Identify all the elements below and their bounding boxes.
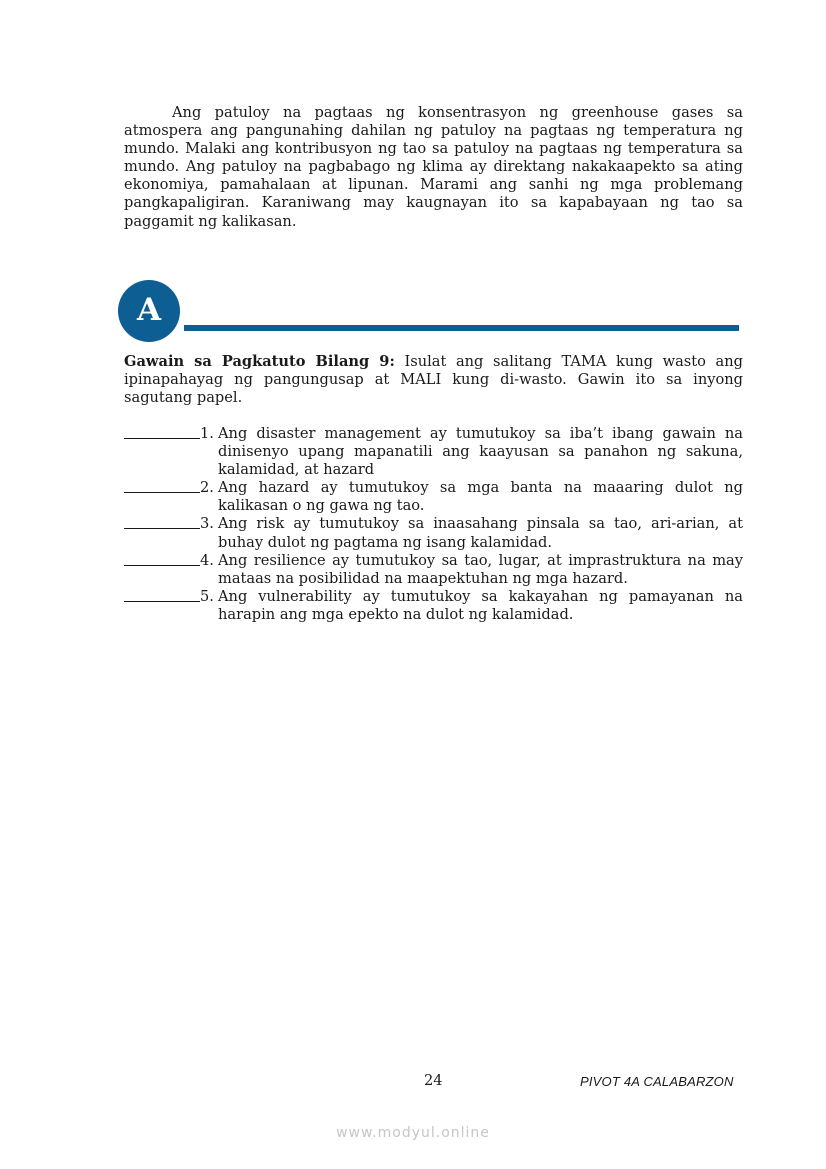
question-list xyxy=(124,425,743,624)
question-text: Ang resilience ay tumutukoy sa tao, lugar, at imprastruktura na may mataas na posibilidad na maapektuhan ng mga hazard. xyxy=(218,551,743,587)
watermark: www.modyul.online xyxy=(336,1125,490,1141)
section-divider xyxy=(184,325,739,331)
question-number: 3. xyxy=(200,515,214,533)
question-text: Ang vulnerability ay tumutukoy sa kakayahan ng pamayanan na harapin ang mga epekto na dulot ng kalamidad. xyxy=(218,587,743,623)
question-item-3 xyxy=(124,515,743,551)
footer-brand: PIVOT 4A CALABARZON xyxy=(580,1074,734,1089)
question-item-1 xyxy=(124,425,743,479)
question-text: Ang disaster management ay tumutukoy sa iba’t ibang gawain na dinisenyo upang mapanatili ang kaayusan sa panahon ng sakuna, kalamidad, at hazard xyxy=(218,425,743,479)
page-number: 24 xyxy=(424,1072,443,1089)
question-item-5 xyxy=(124,588,743,624)
question-text: Ang risk ay tumutukoy sa inaasahang pinsala sa tao, ari-arian, at buhay dulot ng pagtama ng isang kalamidad. xyxy=(218,515,743,551)
question-item-4 xyxy=(124,552,743,588)
activity-instructions xyxy=(124,353,743,407)
question-number: 5. xyxy=(200,587,214,605)
question-number: 4. xyxy=(200,551,214,569)
question-text: Ang hazard ay tumutukoy sa mga banta na maaaring dulot ng kalikasan o ng gawa ng tao. xyxy=(218,479,743,515)
section-badge: A xyxy=(118,280,180,342)
question-item-2 xyxy=(124,479,743,515)
activity-title: Gawain sa Pagkatuto Bilang 9: xyxy=(124,353,395,370)
question-number: 1. xyxy=(200,425,214,442)
activity-instruction-text: Isulat ang salitang TAMA kung wasto ang ipinapahayag ng pangungusap at MALI kung di-wasto. Gawin ito sa inyong sagutang papel. xyxy=(124,353,743,407)
intro-paragraph: Ang patuloy na pagtaas ng konsentrasyon ng greenhouse gases sa atmospera ang pangunahing dahilan ng patuloy na pagtaas ng temperatura ng mundo. Malaki ang kontribusyon ng tao sa patuloy na pagtaas ng temperatura sa mundo. Ang patuloy na pagbabago ng klima ay direktang nakakaapekto sa ating ekonomiya, pamahalaan at lipunan. Marami ang sanhi ng mga problemang pangkapaligiran. Karaniwang may kaugnayan ito sa kapabayaan ng tao sa paggamit ng kalikasan. xyxy=(124,104,743,230)
question-number: 2. xyxy=(200,479,214,497)
